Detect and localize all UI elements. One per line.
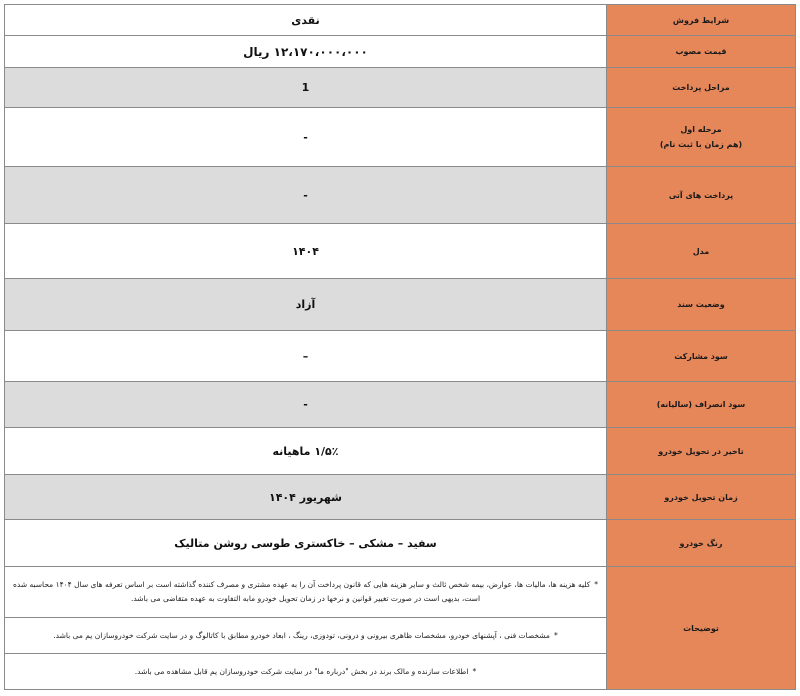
row-label-approved-price: قیمت مصوب: [607, 36, 796, 68]
row-label-participation-profit: سود مشارکت: [607, 331, 796, 382]
row-value-first-stage: -: [5, 108, 607, 167]
row-value-model: ۱۴۰۴: [5, 224, 607, 279]
row-value-sale-terms: نقدی: [5, 5, 607, 36]
note-text: اطلاعات سازنده و مالک برند در بخش "درباره ما" در سایت شرکت خودروسازان یم قابل مشاهده می باشد.: [134, 666, 469, 676]
note-text: کلیه هزینه ها، مالیات ها، عوارض، بیمه شخص ثالث و سایر هزینه هایی که قانون پرداخت آن را به عهده مشتری و مصرف کننده گذاشته است بر اساس تعرفه های سال ۱۴۰۴ محاسبه شده است، بدیهی است در صورت تغییر قوانین و نرخها در زمان تحویل خودرو مابه التفاوت به عهده متقاضی می باشد.: [12, 580, 591, 603]
table-row: [5, 567, 796, 618]
table-row: [5, 36, 796, 68]
row-label-model: مدل: [607, 224, 796, 279]
table-row: [5, 520, 796, 567]
row-label-car-color: رنگ خودرو: [607, 520, 796, 567]
table-row: [5, 428, 796, 475]
first-stage-subtitle: (هم زمان با ثبت نام): [659, 140, 743, 149]
row-label-document-status: وضعیت سند: [607, 279, 796, 331]
row-label-first-stage: [607, 108, 796, 167]
table-row: [5, 382, 796, 428]
row-label-delivery-time: زمان تحویل خودرو: [607, 475, 796, 520]
table-row: [5, 167, 796, 224]
table-row: [5, 5, 796, 36]
row-label-future-payments: پرداخت های آتی: [607, 167, 796, 224]
table-row: [5, 475, 796, 520]
row-value-document-status: آزاد: [5, 279, 607, 331]
note-bullet: *: [594, 580, 599, 589]
row-value-payment-stages: 1: [5, 68, 607, 108]
table-row: [5, 224, 796, 279]
row-value-delivery-delay: ۱/۵٪ ماهیانه: [5, 428, 607, 475]
note-item: [5, 618, 607, 654]
note-bullet: *: [553, 630, 558, 640]
sales-conditions-table: [4, 4, 796, 690]
row-value-delivery-time: شهریور ۱۴۰۴: [5, 475, 607, 520]
row-label-cancellation-profit: سود انصراف (سالیانه): [607, 382, 796, 428]
note-bullet: *: [472, 666, 477, 676]
row-label-sale-terms: شرایط فروش: [607, 5, 796, 36]
row-value-participation-profit: –: [5, 331, 607, 382]
note-text: مشخصات فنی ، آپشنهای خودرو، مشخصات ظاهری بیرونی و درونی، تودوزی، رینگ ، ابعاد خودرو مطابق با کاتالوگ و در سایت شرکت خودروسازان یم می باشد.: [53, 630, 550, 640]
row-label-delivery-delay: تاخیر در تحویل خودرو: [607, 428, 796, 475]
row-value-car-color: سفید – مشکی – خاکستری طوسی روشن متالیک: [5, 520, 607, 567]
table-row: [5, 68, 796, 108]
row-value-cancellation-profit: -: [5, 382, 607, 428]
note-item: [5, 654, 607, 690]
first-stage-title: مرحله اول: [680, 125, 722, 134]
row-label-notes: توضیحات: [607, 567, 796, 690]
table-row: [5, 108, 796, 167]
table-row: [5, 279, 796, 331]
row-value-future-payments: -: [5, 167, 607, 224]
note-item: [5, 567, 607, 618]
row-label-payment-stages: مراحل پرداخت: [607, 68, 796, 108]
row-value-approved-price: ۱۲،۱۷۰،۰۰۰،۰۰۰ ریال: [5, 36, 607, 68]
table-row: [5, 331, 796, 382]
